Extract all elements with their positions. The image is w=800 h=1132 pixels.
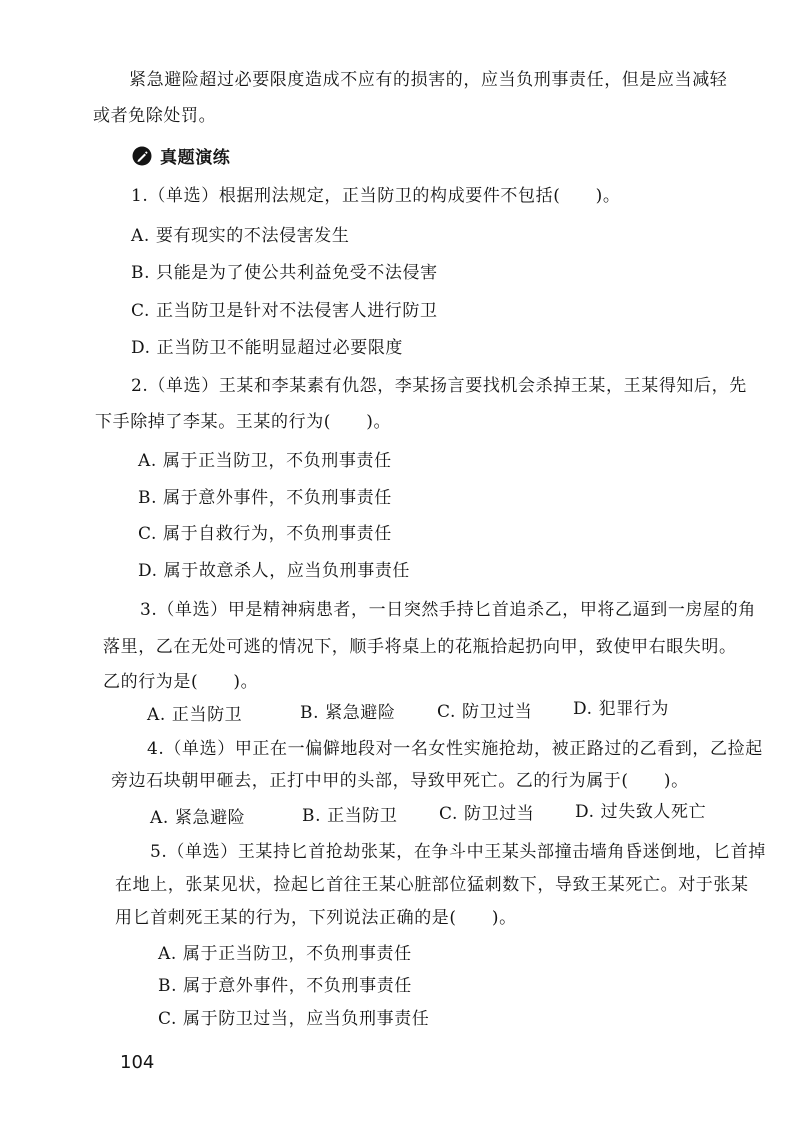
section-heading (132, 143, 230, 168)
question-2-option-a: A. 属于正当防卫，不负刑事责任 (138, 451, 392, 471)
question-2-stem-line-1: 2.（单选）王某和李某素有仇怨，李某扬言要找机会杀掉王某，王某得知后，先 (131, 376, 747, 396)
question-5-option-c: C. 属于防卫过当，应当负刑事责任 (158, 1009, 430, 1029)
question-4-option-b: B. 正当防卫 (302, 806, 398, 826)
pen-badge-icon (132, 146, 152, 166)
question-1-option-c: C. 正当防卫是针对不法侵害人进行防卫 (131, 301, 438, 321)
question-4-option-a: A. 紧急避险 (150, 808, 246, 828)
question-5-stem-line-2: 在地上，张某见状，捡起匕首往王某心脏部位猛刺数下，导致王某死亡。对于张某 (115, 875, 749, 895)
question-4-option-c: C. 防卫过当 (439, 804, 535, 824)
question-5-option-a: A. 属于正当防卫，不负刑事责任 (158, 944, 412, 964)
question-3-stem-line-2: 落里，乙在无处可逃的情况下，顺手将桌上的花瓶拾起扔向甲，致使甲右眼失明。 (103, 637, 737, 657)
question-3-option-b: B. 紧急避险 (300, 703, 396, 723)
question-5-option-b: B. 属于意外事件，不负刑事责任 (158, 976, 412, 996)
question-2-stem-line-2: 下手除掉了李某。王某的行为( )。 (95, 412, 392, 432)
question-2-option-c: C. 属于自救行为，不负刑事责任 (138, 524, 392, 544)
question-1-option-d: D. 正当防卫不能明显超过必要限度 (131, 338, 404, 358)
question-4-option-d: D. 过失致人死亡 (575, 802, 707, 822)
question-4-stem-line-2: 旁边石块朝甲砸去，正打中甲的头部，导致甲死亡。乙的行为属于( )。 (111, 771, 689, 791)
intro-line-2: 或者免除处罚。 (93, 106, 217, 126)
intro-line-1: 紧急避险超过必要限度造成不应有的损害的，应当负刑事责任，但是应当减轻 (129, 70, 728, 90)
question-5-stem-line-3: 用匕首刺死王某的行为，下列说法正确的是( )。 (115, 908, 517, 928)
question-4-stem-line-1: 4.（单选）甲正在一偏僻地段对一名女性实施抢劫，被正路过的乙看到，乙捡起 (147, 739, 763, 759)
question-1-stem: 1.（单选）根据刑法规定，正当防卫的构成要件不包括( )。 (131, 186, 621, 206)
question-3-option-d: D. 犯罪行为 (573, 699, 670, 719)
question-5-stem-line-1: 5.（单选）王某持匕首抢劫张某，在争斗中王某头部撞击墙角昏迷倒地，匕首掉 (150, 842, 766, 862)
question-2-option-d: D. 属于故意杀人，应当负刑事责任 (138, 561, 411, 581)
question-3-option-a: A. 正当防卫 (147, 705, 243, 725)
page-number: 104 (120, 1052, 155, 1073)
section-title: 真题演练 (160, 148, 231, 168)
question-1-option-a: A. 要有现实的不法侵害发生 (131, 226, 350, 246)
question-3-stem-line-3: 乙的行为是( )。 (103, 672, 259, 692)
question-3-stem-line-1: 3.（单选）甲是精神病患者，一日突然手持匕首追杀乙，甲将乙逼到一房屋的角 (140, 600, 756, 620)
question-3-option-c: C. 防卫过当 (437, 702, 533, 722)
question-2-option-b: B. 属于意外事件，不负刑事责任 (138, 488, 392, 508)
question-1-option-b: B. 只能是为了使公共利益免受不法侵害 (131, 263, 438, 283)
